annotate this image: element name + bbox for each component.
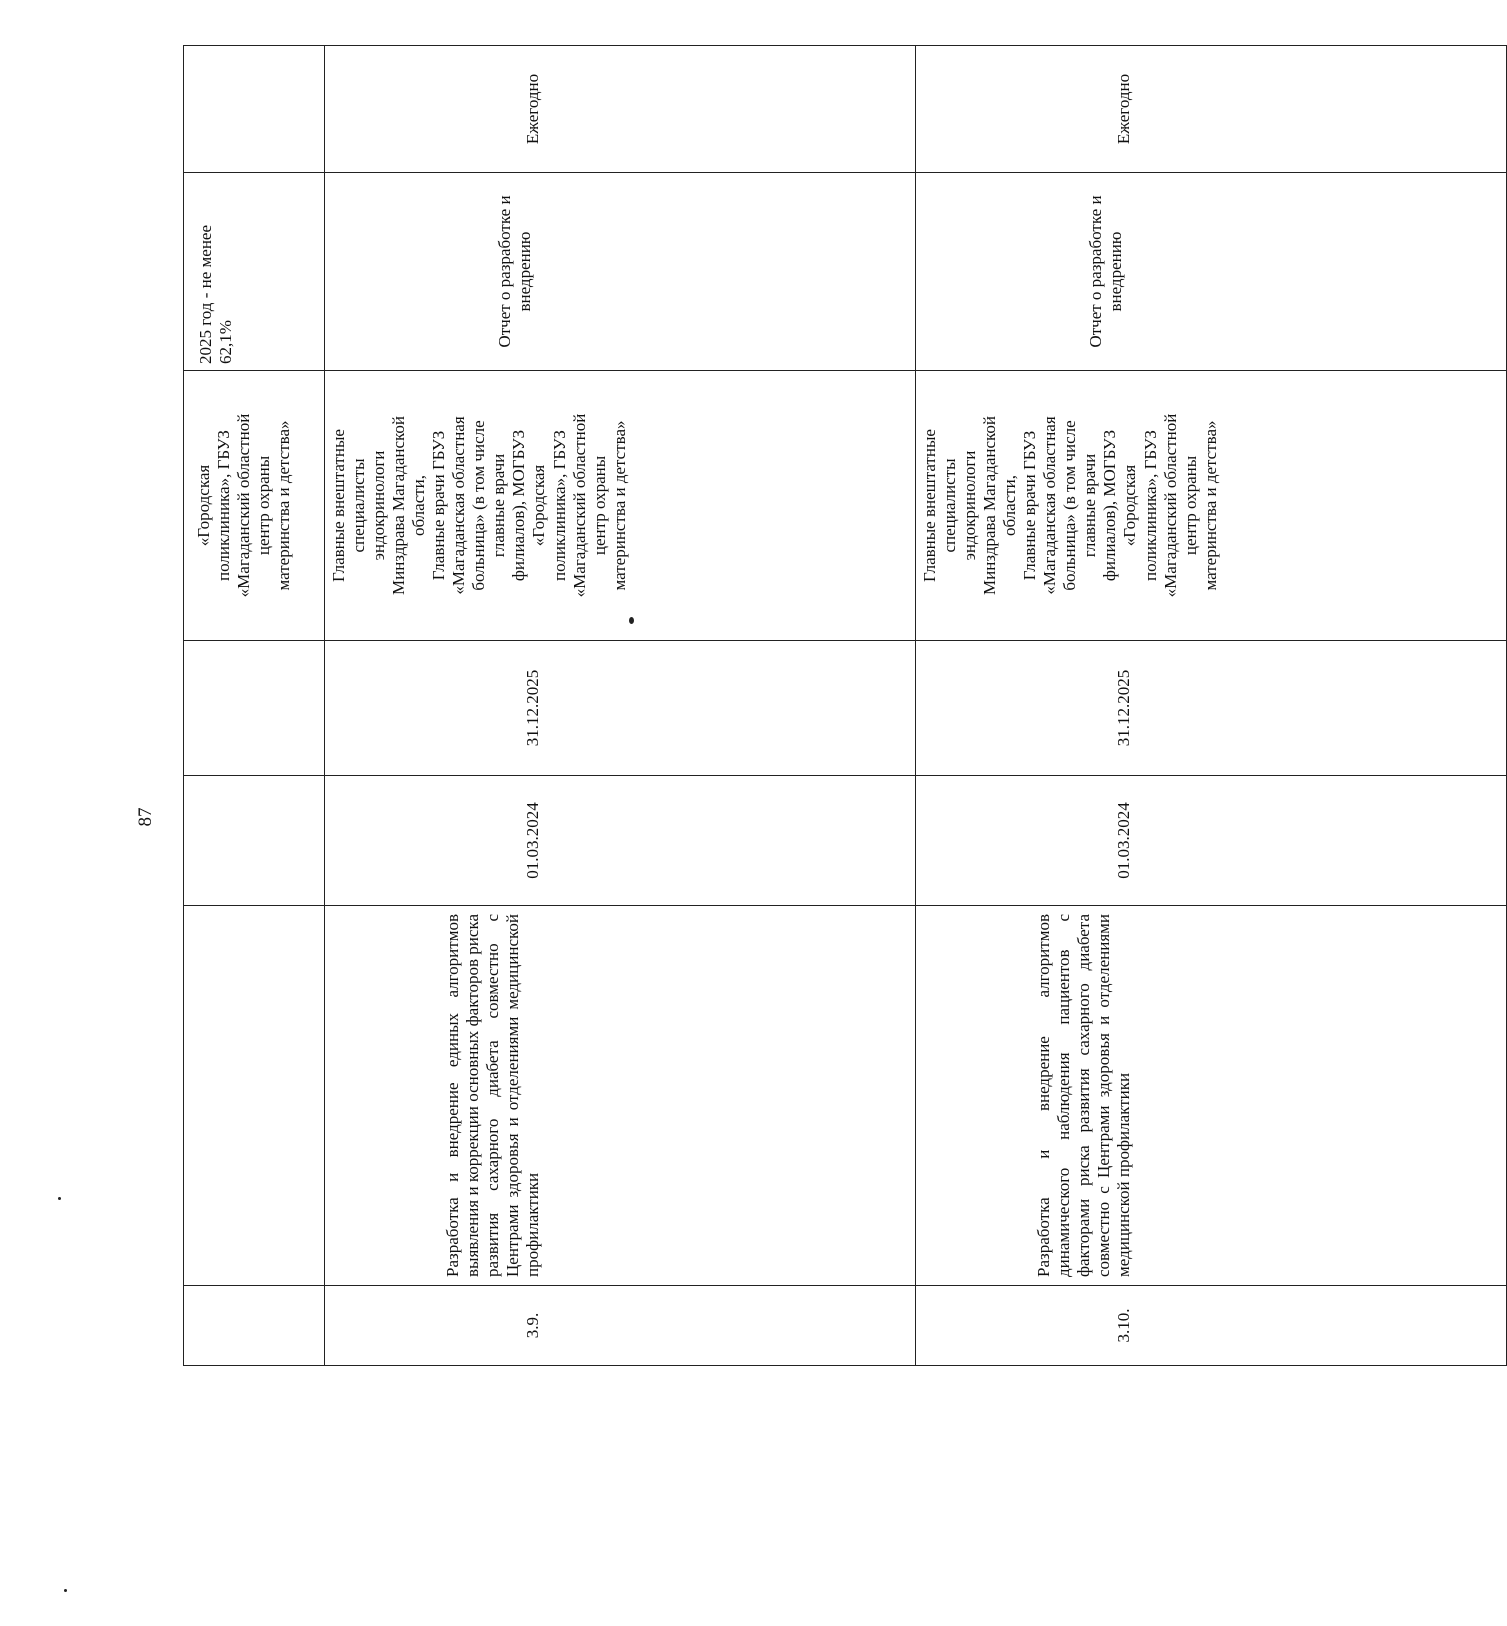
responsible-line: эндокринологи (960, 450, 980, 561)
scan-speck (58, 1197, 61, 1200)
table-row-continuation (184, 46, 325, 1366)
cell-result: 2025 год - не менее 62,1% (184, 173, 325, 371)
responsible-line: материнства и детства» (274, 420, 294, 591)
responsible-line: «Магаданский областной (569, 413, 589, 598)
cell-start-date (184, 776, 325, 906)
responsible-line: центр охраны (1180, 455, 1200, 556)
table-row (916, 46, 1507, 1366)
action-plan-table (183, 45, 1507, 1366)
cell-term: Ежегодно (325, 46, 916, 173)
cell-end-date: 31.12.2025 (916, 641, 1507, 776)
responsible-line: главные врачи (489, 453, 509, 558)
cell-result: Отчет о разработке и внедрению (916, 173, 1507, 371)
responsible-line: Минздрава Магаданской (389, 415, 409, 596)
responsible-line: филиалов), МОГБУЗ (1100, 429, 1120, 582)
responsible-line: материнства и детства» (609, 420, 629, 591)
responsible-line: «Городская (194, 464, 213, 547)
responsible-line: главные врачи (1080, 453, 1100, 558)
cell-responsible (916, 371, 1507, 641)
cell-term (184, 46, 325, 173)
cell-responsible (184, 371, 325, 641)
responsible-line: эндокринологи (369, 450, 389, 561)
responsible-line: Главные внештатные (329, 429, 348, 582)
cell-number (184, 1286, 325, 1366)
cell-start-date: 01.03.2024 (916, 776, 1507, 906)
cell-name (184, 906, 325, 1286)
responsible-line: области, (409, 474, 429, 537)
responsible-line: материнства и детства» (1200, 420, 1220, 591)
page-number: 87 (135, 807, 156, 827)
responsible-line: «Магаданская областная (1040, 416, 1060, 595)
responsible-line: филиалов), МОГБУЗ (509, 429, 529, 582)
cell-name: Разработка и внедрение алгоритмов динамического наблюдения пациентов с факторами риска развития сахарного диабета совместно с Центрами здоровья и отделениями медицинской профилактики (916, 906, 1507, 1286)
cell-responsible (325, 371, 916, 641)
cell-result: Отчет о разработке и внедрению (325, 173, 916, 371)
responsible-line: поликлиника», ГБУЗ (549, 430, 569, 581)
responsible-line: Главные внештатные (920, 429, 939, 582)
responsible-line: больница» (в том числе (1060, 420, 1080, 591)
scan-speck (64, 1589, 67, 1592)
cell-term: Ежегодно (916, 46, 1507, 173)
cell-name: Разработка и внедрение единых алгоритмов выявления и коррекции основных факторов риска развития сахарного диабета совместно с Центрами здоровья и отделениями медицинской профилактики (325, 906, 916, 1286)
rotated-table-wrapper (183, 46, 1263, 1366)
responsible-line: поликлиника», ГБУЗ (1140, 430, 1160, 581)
responsible-line: «Магаданский областной (234, 413, 254, 598)
responsible-line: «Магаданский областной (1160, 413, 1180, 598)
cell-end-date: 31.12.2025 (325, 641, 916, 776)
cell-number: 3.10. (916, 1286, 1507, 1366)
responsible-line: центр охраны (589, 455, 609, 556)
responsible-line: Главные врачи ГБУЗ (1020, 430, 1040, 581)
responsible-line: Главные врачи ГБУЗ (429, 430, 449, 581)
cell-number: 3.9. (325, 1286, 916, 1366)
responsible-line: области, (1000, 474, 1020, 537)
responsible-line: больница» (в том числе (469, 420, 489, 591)
responsible-line: поликлиника», ГБУЗ (214, 430, 234, 581)
cell-end-date (184, 641, 325, 776)
responsible-line: специалисты (940, 458, 960, 553)
responsible-line: «Городская (1120, 464, 1140, 547)
responsible-line: Минздрава Магаданской (980, 415, 1000, 596)
cell-start-date: 01.03.2024 (325, 776, 916, 906)
responsible-line: центр охраны (254, 455, 274, 556)
responsible-line: специалисты (349, 458, 369, 553)
table-row (325, 46, 916, 1366)
responsible-line: «Магаданская областная (449, 416, 469, 595)
responsible-line: «Городская (529, 464, 549, 547)
